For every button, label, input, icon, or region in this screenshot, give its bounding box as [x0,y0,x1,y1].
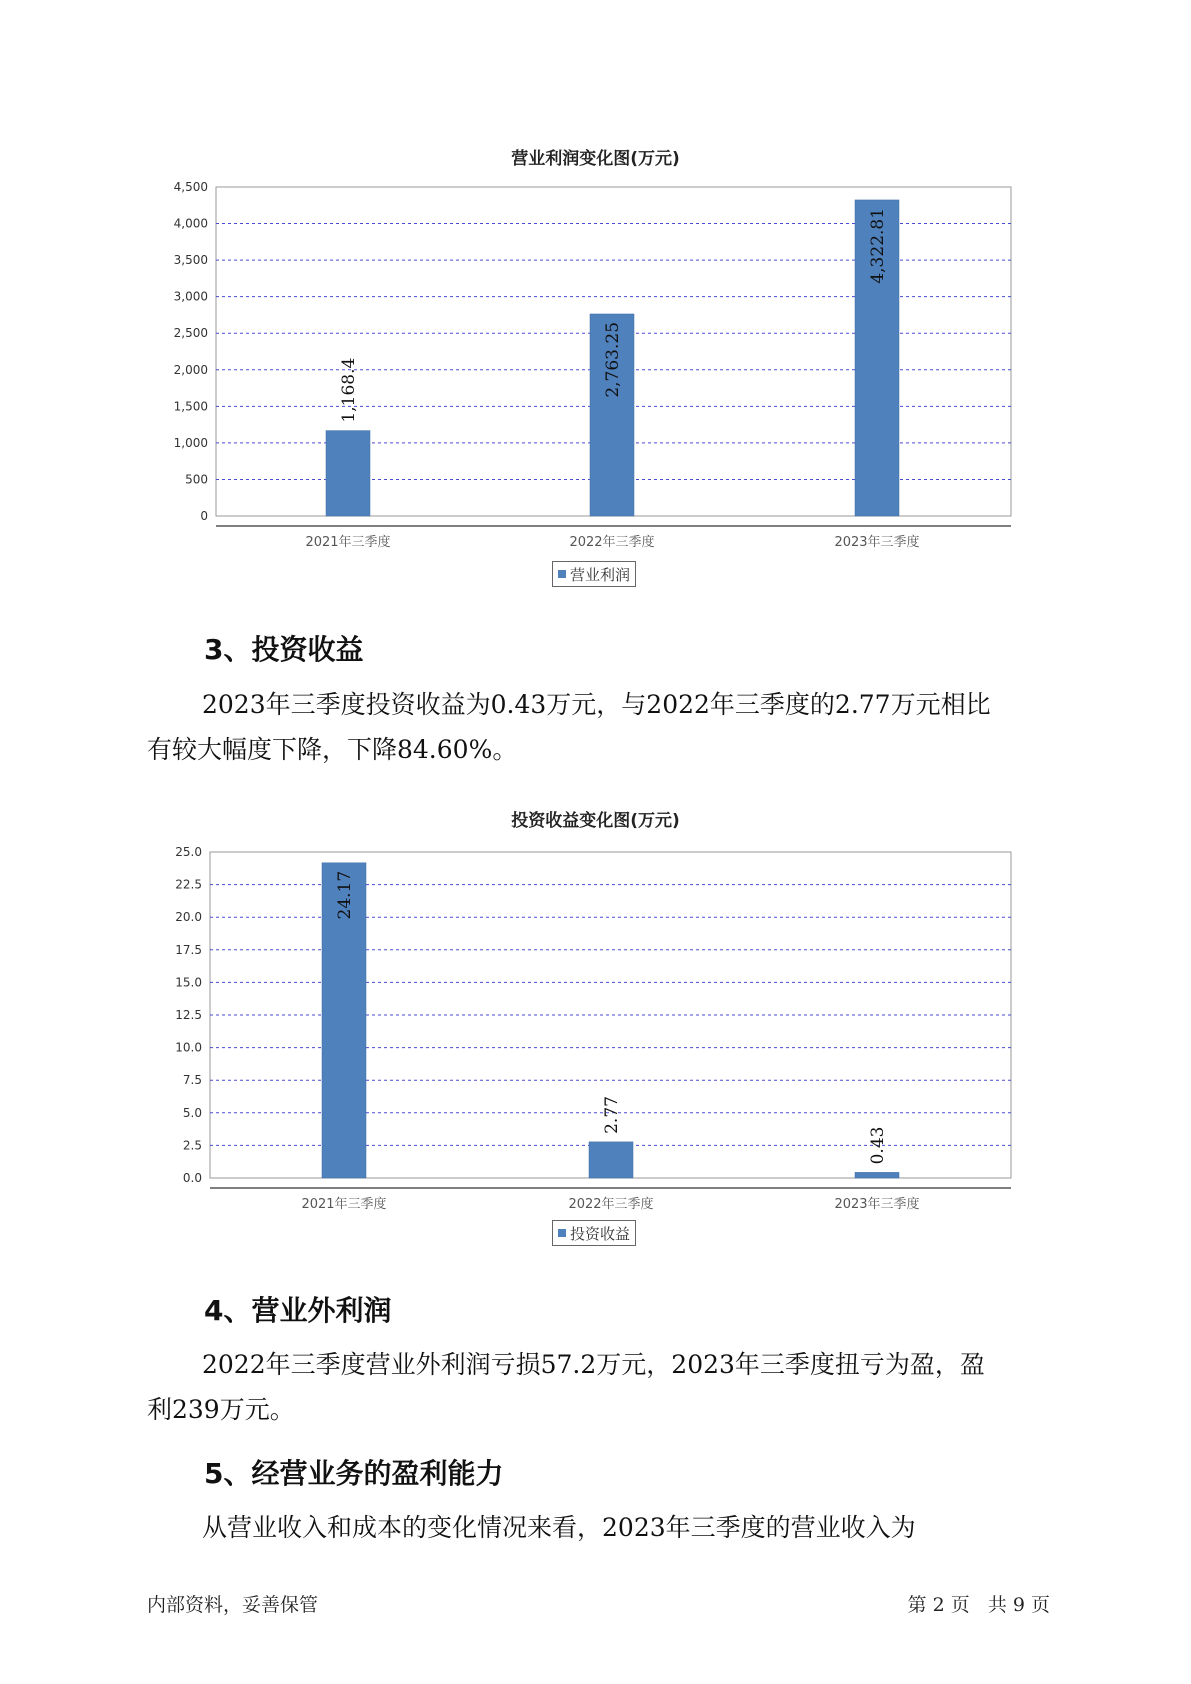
section-4-text-line2: 利239万元。 [147,1395,295,1424]
bar-value-label: 2.77 [602,1096,622,1134]
y-tick-label: 7.5 [182,1073,202,1088]
chart1-legend [552,561,636,587]
y-tick-label: 17.5 [175,942,202,957]
y-tick-label: 5.0 [182,1105,202,1120]
bar [589,1142,633,1178]
y-tick-label: 10.0 [175,1040,202,1055]
y-tick-label: 4,500 [173,180,208,194]
section-3-text-line2: 有较大幅度下降，下降84.60%。 [147,735,518,764]
y-tick-label: 0.0 [182,1171,202,1185]
section-3-heading: 3、投资收益 [204,633,364,666]
y-tick-label: 25.0 [175,845,202,859]
x-tick-label: 2023年三季度 [834,535,920,550]
x-tick-label: 2021年三季度 [305,535,391,550]
y-tick-label: 15.0 [175,975,202,990]
y-tick-label: 1,500 [173,399,208,414]
section-5-heading: 5、经营业务的盈利能力 [204,1457,504,1490]
y-tick-label: 2,000 [173,362,208,377]
x-tick-label: 2022年三季度 [568,1197,654,1212]
bar [326,431,370,516]
bar-value-label: 1,168.4 [339,357,359,423]
bar-value-label: 4,322.81 [868,207,888,284]
y-tick-label: 3,000 [173,289,208,304]
bar-value-label: 0.43 [868,1126,888,1165]
legend-swatch-icon [558,570,566,578]
chart2-title: 投资收益变化图(万元) [511,811,680,831]
y-tick-label: 22.5 [175,877,202,892]
section-4-text-line1: 2022年三季度营业外利润亏损57.2万元，2023年三季度扭亏为盈，盈 [202,1350,985,1379]
footer-confidential: 内部资料，妥善保管 [147,1594,319,1616]
x-tick-label: 2021年三季度 [301,1197,387,1212]
chart2-legend-label: 投资收益 [570,1224,631,1243]
y-tick-label: 2,500 [173,326,208,341]
y-tick-label: 1,000 [173,435,208,450]
chart1-title: 营业利润变化图(万元) [511,149,680,169]
y-tick-label: 0 [200,509,208,523]
chart1-legend-label: 营业利润 [570,565,631,584]
section-3-text-line1: 2023年三季度投资收益为0.43万元，与2022年三季度的2.77万元相比 [202,690,991,719]
footer-page-number: 第 2 页 共 9 页 [907,1594,1050,1616]
bar-value-label: 2,763.25 [603,321,623,398]
y-tick-label: 20.0 [175,910,202,925]
y-tick-label: 12.5 [175,1008,202,1022]
bar [855,1172,899,1178]
legend-swatch-icon [558,1229,566,1237]
chart2-legend [552,1220,636,1246]
bar-value-label: 24.17 [335,870,355,920]
section-4-heading: 4、营业外利润 [204,1294,392,1327]
y-tick-label: 500 [185,472,208,487]
y-tick-label: 4,000 [173,216,208,231]
x-tick-label: 2023年三季度 [834,1197,920,1212]
operating-profit-chart [0,170,1191,570]
investment-income-chart [0,835,1191,1245]
y-tick-label: 2.5 [182,1138,202,1153]
section-5-text-line1: 从营业收入和成本的变化情况来看，2023年三季度的营业收入为 [202,1513,916,1542]
y-tick-label: 3,500 [173,253,208,268]
x-tick-label: 2022年三季度 [569,535,655,550]
